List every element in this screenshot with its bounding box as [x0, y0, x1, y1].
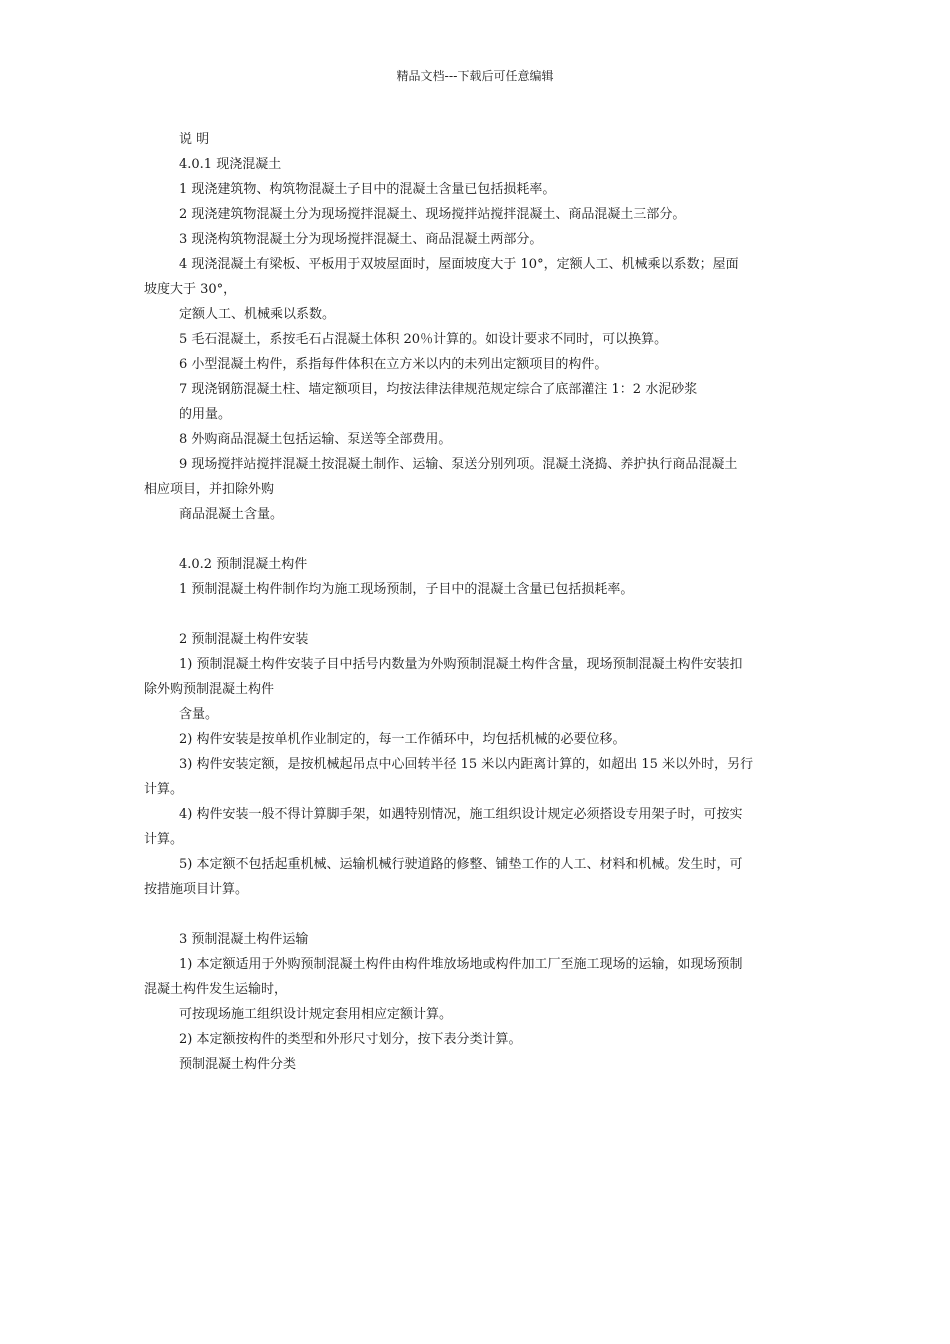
text-line: 4.0.1 现浇混凝土 [179, 157, 282, 172]
text-line: 3 预制混凝土构件运输 [179, 932, 309, 947]
text-line: 6 小型混凝土构件，系指每件体积在立方米以内的未列出定额项目的构件。 [179, 357, 608, 372]
text-line: 7 现浇钢筋混凝土柱、墙定额项目，均按法律法律规范规定综合了底部灌注 1：2 水泥砂浆 [179, 382, 698, 397]
text-line: 含量。 [179, 707, 219, 722]
text-line: 2 预制混凝土构件安装 [179, 632, 309, 647]
text-line: 相应项目，并扣除外购 [144, 482, 275, 497]
text-line: 预制混凝土构件分类 [179, 1057, 297, 1072]
text-line: 可按现场施工组织设计规定套用相应定额计算。 [179, 1007, 453, 1022]
text-line: 的用量。 [179, 407, 232, 422]
text-line: 计算。 [144, 832, 184, 847]
text-line: 1) 本定额适用于外购预制混凝土构件由构件堆放场地或构件加工厂至施工现场的运输，如现场预制 [179, 957, 743, 972]
text-line: 4) 构件安装一般不得计算脚手架，如遇特别情况，施工组织设计规定必须搭设专用架子时，可按实 [179, 807, 743, 822]
text-line: 2 现浇建筑物混凝土分为现场搅拌混凝土、现场搅拌站搅拌混凝土、商品混凝土三部分。 [179, 207, 686, 222]
text-line: 1 现浇建筑物、构筑物混凝土子目中的混凝土含量已包括损耗率。 [179, 182, 556, 197]
text-line: 说 明 [179, 132, 210, 147]
text-line: 5) 本定额不包括起重机械、运输机械行驶道路的修整、铺垫工作的人工、材料和机械。发生时，可 [179, 857, 743, 872]
text-line: 2) 构件安装是按单机作业制定的，每一工作循环中，均包括机械的必要位移。 [179, 732, 626, 747]
text-line: 计算。 [144, 782, 184, 797]
text-line: 2) 本定额按构件的类型和外形尺寸划分，按下表分类计算。 [179, 1032, 522, 1047]
text-line: 4 现浇混凝土有梁板、平板用于双坡屋面时，屋面坡度大于 10°，定额人工、机械乘以系数；屋面 [179, 257, 739, 272]
text-line: 1 预制混凝土构件制作均为施工现场预制，子目中的混凝土含量已包括损耗率。 [179, 582, 634, 597]
text-line: 定额人工、机械乘以系数。 [179, 307, 336, 322]
text-line: 除外购预制混凝土构件 [144, 682, 275, 697]
blank-line [144, 527, 808, 552]
page-header: 精品文档---下载后可任意编辑 [396, 69, 554, 83]
text-line: 3 现浇构筑物混凝土分为现场搅拌混凝土、商品混凝土两部分。 [179, 232, 543, 247]
text-line: 5 毛石混凝土，系按毛石占混凝土体积 20％计算的。如设计要求不同时，可以换算。 [179, 332, 668, 347]
text-line: 3) 构件安装定额，是按机械起吊点中心回转半径 15 米以内距离计算的，如超出 15 米以外时，另行 [179, 757, 754, 772]
text-line: 1) 预制混凝土构件安装子目中括号内数量为外购预制混凝土构件含量，现场预制混凝土构件安装扣 [179, 657, 743, 672]
text-line: 坡度大于 30°， [144, 282, 237, 297]
text-line: 混凝土构件发生运输时， [144, 982, 288, 997]
text-line: 9 现场搅拌站搅拌混凝土按混凝土制作、运输、泵送分别列项。混凝土浇捣、养护执行商品混凝土 [179, 457, 738, 472]
text-line: 8 外购商品混凝土包括运输、泵送等全部费用。 [179, 432, 452, 447]
blank-line [144, 902, 808, 927]
text-line: 4.0.2 预制混凝土构件 [179, 557, 308, 572]
text-line: 商品混凝土含量。 [179, 507, 284, 522]
blank-line [144, 602, 808, 627]
text-line: 按措施项目计算。 [144, 882, 249, 897]
document-body [144, 127, 808, 1077]
